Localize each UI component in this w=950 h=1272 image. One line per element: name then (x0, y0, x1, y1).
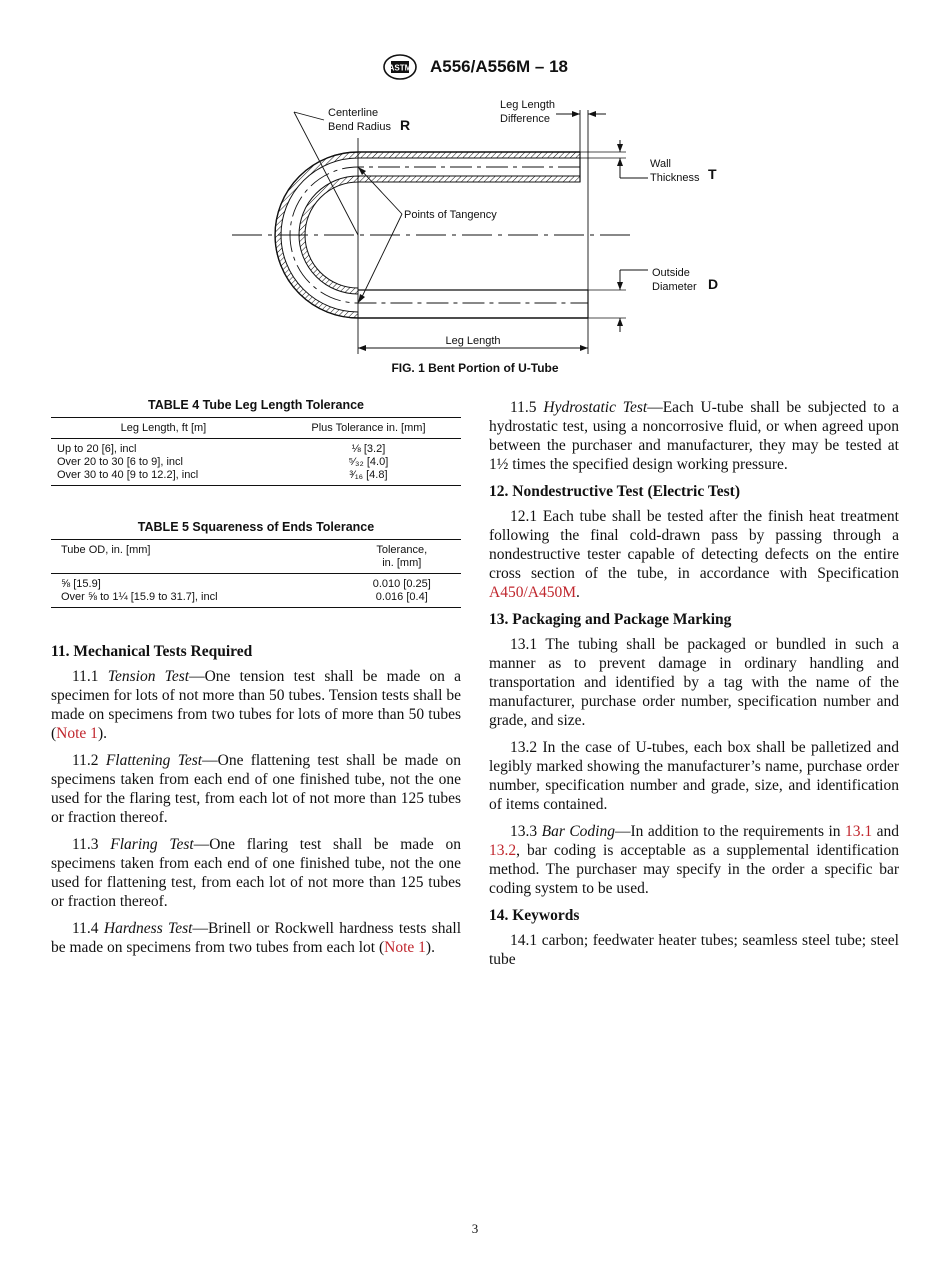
table4-cell: ⁵⁄₃₂ [4.0] (348, 456, 389, 468)
table4-cell: Over 20 to 30 [6 to 9], incl (57, 456, 183, 468)
para-title: Hydrostatic Test (543, 399, 648, 416)
label-d: D (708, 276, 719, 292)
label-diameter: Diameter (652, 281, 697, 293)
table4-cell: Up to 20 [6], incl (57, 443, 137, 455)
section-13-1-link[interactable]: 13.1 (845, 823, 873, 840)
para-14-1: 14.1 carbon; feedwater heater tubes; seamless steel tube; steel tube (489, 932, 899, 968)
table5-cell: ⅝ [15.9] (61, 578, 101, 590)
table5-header-tolerance-line2: in. [mm] (382, 557, 422, 569)
label-leg-length-diff-1: Leg Length (500, 99, 556, 111)
para-13-1: 13.1 The tubing shall be packaged or bundled in such a manner as to prevent damage in ordinary handling and transportation and identified by a tag with the name of the manufacturer, purchase order number, specification number and grade, and size. (489, 636, 899, 729)
label-points-of-tangency: Points of Tangency (404, 209, 497, 221)
table5-cell: 0.010 [0.25] (372, 578, 431, 590)
label-leg-length: Leg Length (445, 335, 501, 347)
para-13-2: 13.2 In the case of U-tubes, each box shall be palletized and legibly marked showing the manufacturer’s name, purchase order number, specification number and grade, size, and identification of items contained. (489, 739, 899, 813)
para-11-3: 11.3 Flaring Test—One flaring test shall be made on specimens taken from each end of one finished tube, not the one used for flattening test, from each lot of not more than 125 tubes or fraction thereof. (51, 836, 462, 910)
document-designation: A556/A556M – 18 (430, 57, 568, 76)
table4-header-leg-length: Leg Length, ft [m] (51, 418, 276, 439)
para-title: Flaring Test (110, 836, 194, 853)
table4-cell: ⅛ [3.2] (351, 443, 386, 455)
para-12-1: 12.1 Each tube shall be tested after the finish heat treatment following the final cold-drawn pass by passing through a nondestructive tester capable of detecting defects on the entire cross section of the tube, in accordance with Specification A450/A450M. (489, 508, 899, 601)
table5-cell: 0.016 [0.4] (343, 591, 461, 608)
para-title: Flattening Test (105, 752, 203, 769)
para-11-5: 11.5 Hydrostatic Test—Each U-tube shall be subjected to a hydrostatic test, using a noncorrosive fluid, or when agreed upon between the purchaser and manufacturer, they may be tested at 1½ times the specified design working pressure. (489, 399, 899, 473)
note-1-link[interactable]: Note 1 (384, 939, 426, 956)
table4-cell: Over 30 to 40 [9 to 12.2], incl (51, 469, 276, 486)
label-bend-radius: Bend Radius (328, 121, 391, 133)
label-r: R (400, 117, 411, 133)
table-row (51, 439, 461, 457)
table-row (51, 469, 461, 486)
table4-cell: ³⁄₁₆ [4.8] (276, 469, 461, 486)
tube-wall-top (358, 152, 580, 158)
spec-a450-link[interactable]: A450/A450M (489, 584, 576, 601)
label-thickness: Thickness (650, 172, 700, 184)
table-row (51, 574, 461, 592)
label-centerline: Centerline (328, 107, 379, 119)
page-number: 3 (471, 1221, 479, 1236)
para-title: Bar Coding (541, 823, 615, 840)
table5 (51, 539, 461, 608)
para-11-2: 11.2 Flattening Test—One flattening test shall be made on specimens taken from each end of one finished tube, not the one used for the flaring test, from each lot of not more than 125 tubes or fraction thereof. (51, 752, 462, 826)
table5-header-tolerance (343, 540, 461, 574)
para-11-1: 11.1 Tension Test—One tension test shall be made on a specimen for lots of not more than 50 tubes. Tension tests shall be made on specimens from two tubes for lots of more than 50 tubes (Note 1). (51, 668, 461, 742)
table-row (51, 456, 461, 469)
right-column (489, 398, 899, 977)
label-outside: Outside (652, 267, 690, 279)
section-11-heading: 11. Mechanical Tests Required (51, 643, 253, 660)
astm-logo-text: ASTM (388, 63, 412, 73)
tube-wall-inner-top (358, 176, 580, 182)
figure-u-tube (230, 96, 750, 356)
para-11-4: 11.4 Hardness Test—Brinell or Rockwell hardness tests shall be made on specimens from two tubes from each lot (Note 1). (51, 920, 462, 956)
para-13-3: 13.3 Bar Coding—In addition to the requirements in 13.1 and 13.2, bar coding is acceptable as a supplemental identification method. The purchaser may specify in the order a specific bar coding system to be used. (489, 823, 899, 897)
table5-header-tolerance-line1: Tolerance, (376, 544, 428, 556)
label-leg-length-diff-2: Difference (500, 113, 550, 125)
table5-cell: Over ⅝ to 1¼ [15.9 to 31.7], incl (51, 591, 343, 608)
table4-title: TABLE 4 Tube Leg Length Tolerance (148, 398, 364, 412)
label-t: T (708, 166, 717, 182)
table4-header-plus-tolerance: Plus Tolerance in. [mm] (276, 418, 461, 439)
table4 (51, 417, 461, 486)
page-header (0, 54, 950, 86)
para-title: Tension Test (107, 668, 190, 685)
label-wall: Wall (650, 158, 671, 170)
section-14-heading: 14. Keywords (489, 907, 580, 924)
table5-header-tube-od: Tube OD, in. [mm] (51, 540, 343, 574)
astm-logo-icon (382, 54, 418, 80)
left-column (51, 398, 461, 965)
figure-caption: FIG. 1 Bent Portion of U-Tube (391, 361, 559, 375)
section-13-2-link[interactable]: 13.2 (489, 842, 517, 859)
para-title: Hardness Test (103, 920, 193, 937)
section-13-heading: 13. Packaging and Package Marking (489, 611, 732, 628)
note-1-link[interactable]: Note 1 (56, 725, 98, 742)
section-12-heading: 12. Nondestructive Test (Electric Test) (489, 483, 740, 500)
table-row (51, 591, 461, 608)
table5-title: TABLE 5 Squareness of Ends Tolerance (137, 520, 375, 534)
